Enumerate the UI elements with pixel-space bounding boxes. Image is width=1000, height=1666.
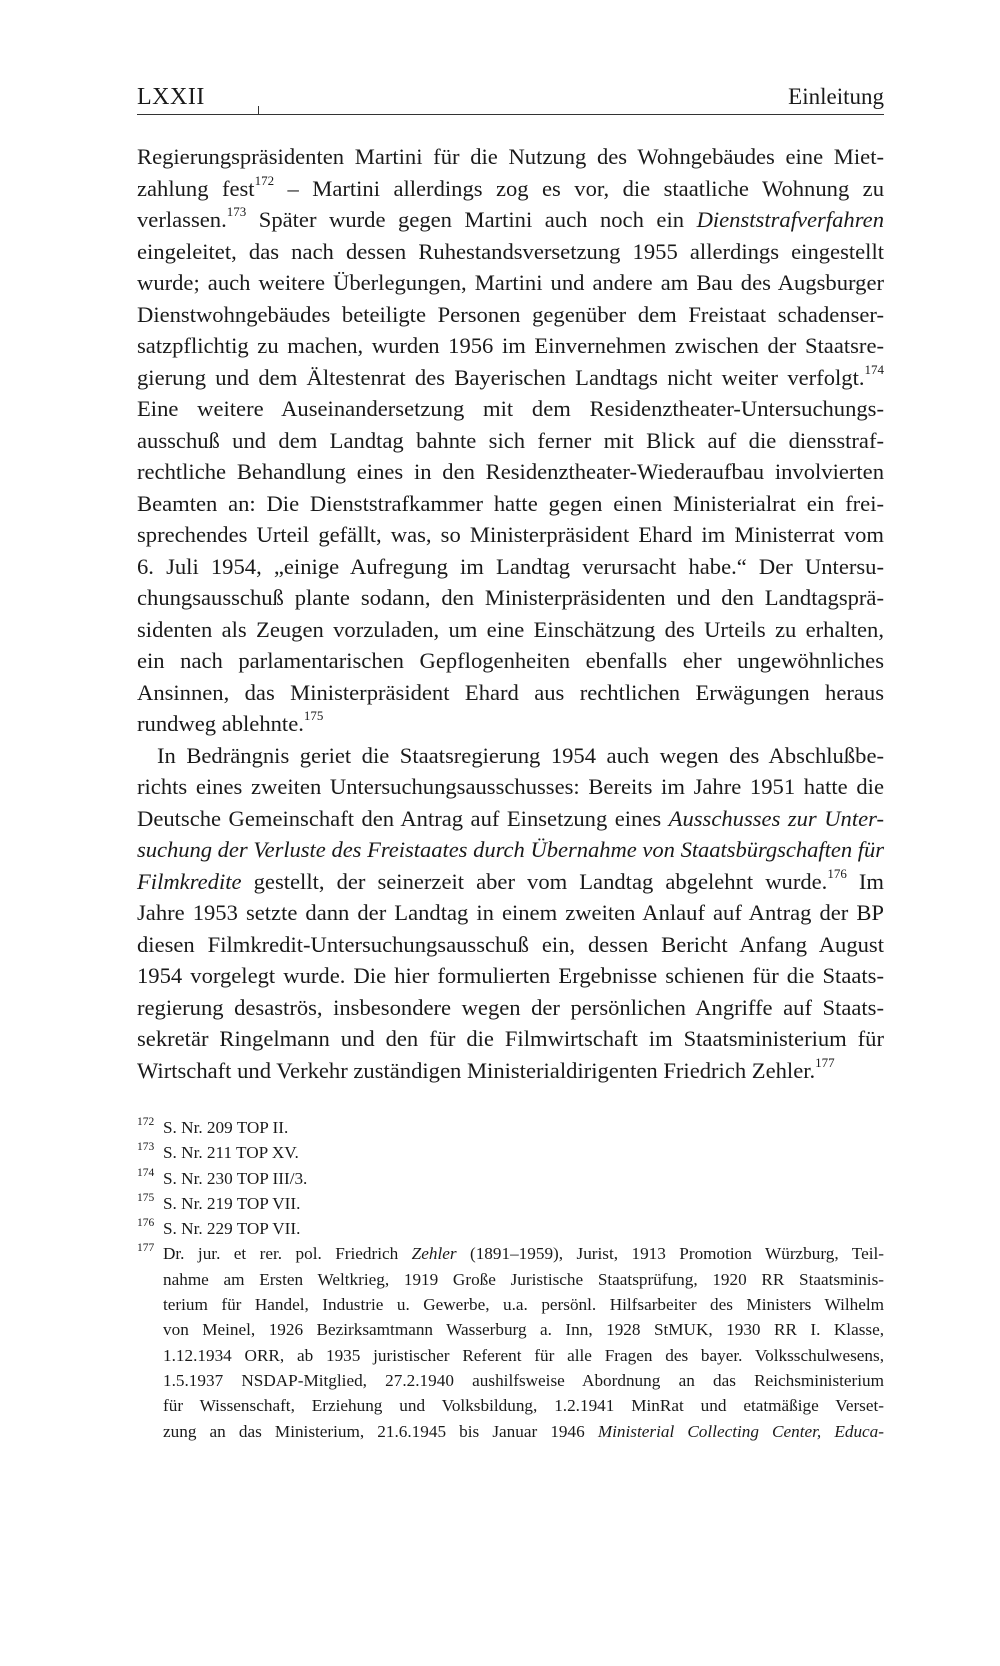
paragraph-1 (137, 141, 884, 740)
header-rule-notch (258, 106, 259, 115)
text-line (137, 330, 884, 362)
paragraph-2 (137, 740, 884, 1087)
text-line (137, 1055, 884, 1087)
footnote-text (137, 1241, 884, 1443)
main-text (137, 141, 884, 1086)
text-line (137, 456, 884, 488)
footnote-174: 174 S. Nr. 230 TOP III/3. (137, 1166, 884, 1191)
running-head (137, 84, 884, 114)
italic-term: Filmkredite (137, 868, 242, 894)
text-span: eingeleitet, das nach dessen Ruhestandsversetzung 1955 allerdings eingestellt (137, 238, 884, 264)
text-span: Wirtschaft und Verkehr zuständigen Ministerialdirigenten Friedrich Zehler. (137, 1057, 816, 1083)
text-line (137, 1023, 884, 1055)
text-span: satzpflichtig zu machen, wurden 1956 im Einvernehmen zwischen der Staatsre- (137, 333, 884, 358)
text-span: wurde; auch weitere Überlegungen, Martini und andere am Bau des Augsburger (137, 270, 884, 295)
footnote-173: 173 S. Nr. 211 TOP XV. (137, 1140, 884, 1165)
text-span: rechtliche Behandlung eines in den Residenztheater-Wiederaufbau involvierten (137, 459, 884, 484)
text-span: Eine weitere Auseinandersetzung mit dem Residenztheater-Untersuchungs- (137, 396, 884, 421)
footnote-ref-176[interactable]: 176 (827, 865, 847, 881)
footnote-line (163, 1241, 884, 1266)
text-line (137, 141, 884, 173)
text-line (137, 992, 884, 1024)
footnote-ref-172[interactable]: 172 (254, 172, 275, 188)
footnote-ref-175[interactable]: 175 (303, 708, 324, 724)
text-span: Im (846, 868, 884, 894)
footnote-172: 172 S. Nr. 209 TOP II. (137, 1115, 884, 1140)
text-line (137, 173, 884, 205)
text-line (137, 299, 884, 331)
text-span: verlassen. (137, 207, 227, 232)
text-line (137, 488, 884, 520)
text-span: ein nach parlamentarischen Gepflogenheiten ebenfalls eher ungewöhnliches (137, 648, 884, 673)
text-span: – Martini allerdings zog es vor, die staatliche Wohnung zu (274, 175, 884, 201)
text-span: zahlung fest (137, 175, 255, 201)
text-line (137, 740, 884, 772)
text-span: richts eines zweiten Untersuchungsausschusses: Bereits im Jahre 1951 hatte die (137, 774, 884, 799)
text-line (137, 645, 884, 677)
text-line (137, 677, 884, 709)
footnote-line: von Meinel, 1926 Bezirksamtmann Wasserburg a. Inn, 1928 StMUK, 1930 RR I. Klasse, (163, 1320, 884, 1340)
text-span: ausschuß und dem Landtag bahnte sich ferner mit Blick auf die diensstraf- (137, 427, 884, 453)
text-span: Beamten an: Die Dienststrafkammer hatte gegen einen Ministerialrat ein frei- (137, 490, 884, 516)
italic-term: Dienststrafverfahren (696, 207, 884, 232)
text-span: gierung und dem Ältestenrat des Bayerischen Landtags nicht weiter verfolgt. (137, 364, 865, 390)
footnote-177: 177 Dr. jur. et rer. pol. Friedrich Zehler (1891–1959), Jurist, 1913 Promotion Würzburg, Teil- nahme am Ersten Weltkrieg, 1919 Große Juristische Staatsprüfung, 1920 RR Staatsminis- terium für Handel, Industrie u. Gewerbe, u.a. persönl. Hilfsarbeiter des Ministers Wilhelm von Meinel, 1926 Bezirksamtmann Wasserburg a. Inn, 1928 StMUK, 1930 RR I. Klasse, 1.12.1934 ORR, ab 1935 juristischer Referent für alle Fragen des bayer. Volksschulwesens, 1.5.1937 NSDAP-Mitglied, 27.2.1940 aushilfsweise Abordnung an das Reichsministerium für Wissenschaft, Erziehung und Volksbildung, 1.2.1941 MinRat und etatmäßige Verset- zung an das Ministerium, 21.6.1945 bis Januar 1946 Ministerial Collecting Center, Educa- (137, 1241, 884, 1443)
text-line (137, 362, 884, 394)
text-span: Jahre 1953 setzte dann der Landtag in einem zweiten Anlauf auf Antrag der BP (137, 900, 884, 925)
text-span: sidenten als Zeugen vorzuladen, um eine Einschätzung des Urteils zu erhalten, (137, 616, 884, 642)
header-rule (137, 114, 884, 115)
text-line (137, 708, 884, 740)
text-line (137, 236, 884, 268)
text-span: rundweg ablehnte. (137, 711, 304, 736)
text-line (137, 393, 884, 425)
text-span: Dienstwohngebäudes beteiligte Personen gegenüber dem Freistaat schadenser- (137, 301, 884, 327)
text-span: diesen Filmkredit-Untersuchungsausschuß ein, dessen Bericht Anfang August (137, 931, 884, 957)
footnote-ref-174[interactable]: 174 (864, 361, 884, 377)
text-line (137, 834, 884, 866)
text-line (137, 519, 884, 551)
text-span: Dr. jur. et rer. pol. Friedrich (163, 1244, 412, 1264)
footnote-line (163, 1419, 884, 1444)
text-span: 1954 vorgelegt wurde. Die hier formulierten Ergebnisse schienen für die Staats- (137, 963, 884, 988)
text-line (137, 929, 884, 961)
footnote-text: S. Nr. 230 TOP III/3. (163, 1168, 308, 1188)
footnotes (137, 1115, 884, 1444)
italic-term: suchung der Verluste des Freistaates durch Übernahme von Staatsbürgschaften für (137, 837, 884, 862)
text-line (137, 551, 884, 583)
text-span: Später wurde gegen Martini auch noch ein (246, 207, 697, 232)
text-span: sprechendes Urteil gefällt, was, so Ministerpräsident Ehard im Ministerrat vom (137, 522, 884, 547)
text-line (137, 897, 884, 929)
text-span: sekretär Ringelmann und den für die Filmwirtschaft im Staatsministerium für (137, 1026, 884, 1051)
text-span: 6. Juli 1954, „einige Aufregung im Landtag verursacht habe.“ Der Untersu- (137, 553, 884, 579)
text-line (137, 204, 884, 236)
footnote-text: S. Nr. 219 TOP VII. (163, 1193, 301, 1213)
text-line (137, 582, 884, 614)
footnote-line: 1.12.1934 ORR, ab 1935 juristischer Referent für alle Fragen des bayer. Volksschulwesens, (163, 1345, 884, 1365)
footnote-line: terium für Handel, Industrie u. Gewerbe, u.a. persönl. Hilfsarbeiter des Ministers Wilhelm (163, 1295, 884, 1315)
page-number: LXXII (137, 84, 205, 110)
footnote-text: S. Nr. 229 TOP VII. (163, 1219, 301, 1239)
footnote-ref-177[interactable]: 177 (815, 1054, 835, 1070)
text-line (137, 614, 884, 646)
text-line (137, 425, 884, 457)
footnote-text: S. Nr. 211 TOP XV. (163, 1143, 299, 1163)
text-span: regierung desaströs, insbesondere wegen der persönlichen Angriffe auf Staats- (137, 994, 884, 1020)
text-line (137, 267, 884, 299)
text-span: zung an das Ministerium, 21.6.1945 bis Januar 1946 (163, 1421, 598, 1441)
italic-term: Zehler (411, 1244, 457, 1264)
text-line (137, 803, 884, 835)
footnote-line: nahme am Ersten Weltkrieg, 1919 Große Juristische Staatsprüfung, 1920 RR Staatsminis- (163, 1269, 884, 1289)
footnote-line: für Wissenschaft, Erziehung und Volksbildung, 1.2.1941 MinRat und etatmäßige Verset- (163, 1396, 884, 1416)
text-span: Ansinnen, das Ministerpräsident Ehard aus rechtlichen Erwägungen heraus (137, 679, 884, 705)
footnote-176: 176 S. Nr. 229 TOP VII. (137, 1216, 884, 1241)
text-line (137, 771, 884, 803)
text-span: Regierungspräsidenten Martini für die Nutzung des Wohngebäudes eine Miet- (137, 144, 884, 169)
text-line (137, 866, 884, 898)
text-line (137, 960, 884, 992)
footnote-175: 175 S. Nr. 219 TOP VII. (137, 1191, 884, 1216)
text-span: chungsausschuß plante sodann, den Ministerpräsidenten und den Landtagsprä- (137, 585, 884, 610)
text-span: (1891–1959), Jurist, 1913 Promotion Würzburg, Teil- (456, 1244, 884, 1264)
text-span: gestellt, der seinerzeit aber vom Landtag abgelehnt wurde. (241, 868, 828, 894)
text-span: In Bedrängnis geriet die Staatsregierung 1954 auch wegen des Abschlußbe- (157, 742, 884, 768)
footnote-ref-173[interactable]: 173 (226, 204, 247, 220)
italic-term: Ausschusses zur Unter- (668, 805, 884, 831)
section-title: Einleitung (788, 84, 884, 109)
footnote-text: S. Nr. 209 TOP II. (163, 1118, 289, 1137)
footnote-line: 1.5.1937 NSDAP-Mitglied, 27.2.1940 aushilfsweise Abordnung an das Reichsministerium (163, 1370, 884, 1390)
italic-term: Ministerial Collecting Center, Educa- (597, 1421, 884, 1441)
text-span: Deutsche Gemeinschaft den Antrag auf Einsetzung eines (137, 805, 669, 831)
